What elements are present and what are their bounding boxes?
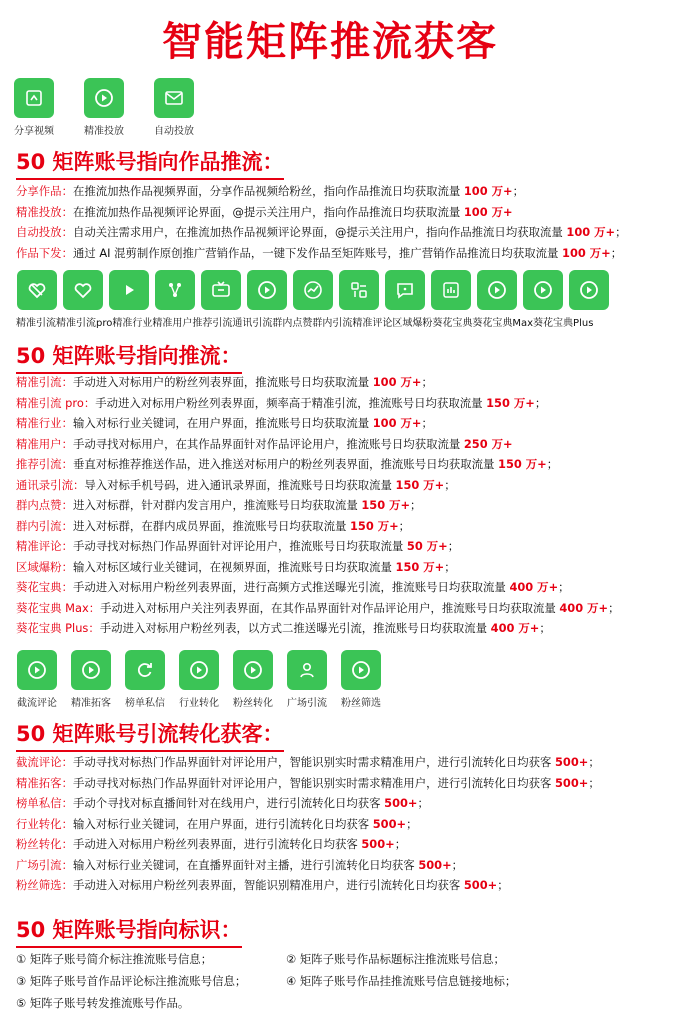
item-suffix: ； xyxy=(421,375,433,389)
account-push-item-12 xyxy=(16,598,692,619)
conversion-icon-label: 精准拓客 xyxy=(71,698,111,709)
section-title-works-push: 50 矩阵账号指向作品推流： xyxy=(16,146,284,180)
item-label: 群内点赞： xyxy=(16,498,73,512)
item-label: 粉丝转化： xyxy=(16,837,73,851)
feature-label-9: 精准评论 xyxy=(352,318,393,329)
item-label: 精准拓客： xyxy=(16,775,73,790)
item-value: 150 万+ xyxy=(361,498,411,512)
play-circle-icon xyxy=(523,270,563,310)
item-value: 400 万+ xyxy=(490,621,540,635)
feature-label-10: 区域爆粉 xyxy=(392,318,433,329)
item-text: 通过 AI 混剪制作原创推广营销作品，一键下发作品至矩阵账号，推广营销作品推流日均获取流量 xyxy=(72,245,563,260)
refresh-icon xyxy=(125,650,165,690)
account-push-item-1 xyxy=(16,372,692,393)
item-text: 导入对标手机号码，进入通讯录界面，推流账号日均获取流量 xyxy=(84,477,396,492)
item-text: 手动寻找对标用户，在其作品界面针对作品评论用户，推流账号日均获取流量 xyxy=(72,436,464,451)
section-title-markers: 50 矩阵账号指向标识： xyxy=(16,914,242,948)
works-push-item-3 xyxy=(16,222,692,243)
item-text: 输入对标区域行业关键词，在视频界面，推流账号日均获取流量 xyxy=(72,559,396,574)
item-text: 输入对标行业关键词，在直播界面针对主播，进行引流转化日均获客 xyxy=(72,857,419,872)
item-suffix: ； xyxy=(588,775,600,790)
item-label: 通讯录引流： xyxy=(16,477,85,492)
top-icon-label: 分享视频 xyxy=(14,126,54,137)
conversion-item-2 xyxy=(16,773,692,794)
item-value: 500+ xyxy=(555,775,589,790)
item-suffix: ； xyxy=(444,477,456,492)
conversion-icon-label: 广场引流 xyxy=(287,698,327,709)
section-works-push-list xyxy=(16,181,692,263)
item-text: 手动寻找对标热门作品界面针对评论用户，智能识别实时需求精准用户，进行引流转化日均获客 xyxy=(72,775,555,790)
conversion-icon-2[interactable] xyxy=(70,650,112,709)
item-value: 150 万+ xyxy=(486,395,535,410)
item-value: 500+ xyxy=(418,857,452,872)
account-push-item-11 xyxy=(16,577,692,598)
conversion-icon-4[interactable] xyxy=(178,650,220,709)
item-label: 行业转化： xyxy=(16,816,73,831)
item-text: 在推流加热作品视频评论界面，@提示关注用户，指向作品推流日均获取流量 xyxy=(72,204,464,219)
item-text: 手动进入对标用户粉丝列表界面，频率高于精准引流，推流账号日均获取流量 xyxy=(95,395,487,410)
item-suffix: ； xyxy=(447,539,460,553)
item-label: 榜单私信： xyxy=(16,796,73,810)
play-circle-icon xyxy=(17,650,57,690)
feature-icon-13[interactable] xyxy=(568,270,609,310)
item-suffix: ； xyxy=(608,600,620,615)
play-circle-icon xyxy=(341,650,381,690)
section-title-account-push: 50 矩阵账号指向推流： xyxy=(16,340,242,374)
item-suffix: ； xyxy=(451,857,464,872)
item-label: 葵花宝典 Max： xyxy=(16,600,101,615)
feature-icon-9[interactable] xyxy=(384,270,425,310)
feature-label-13: 葵花宝典Plus xyxy=(533,318,594,329)
works-push-item-2 xyxy=(16,202,692,223)
item-suffix: ； xyxy=(512,184,524,198)
marker-item: ③ 矩阵子账号首作品评论标注推流账号信息； xyxy=(16,974,247,988)
item-value: 150 万+ xyxy=(498,457,547,471)
item-value: 250 万+ xyxy=(463,436,513,451)
item-label: 精准评论： xyxy=(16,539,73,553)
item-suffix: ； xyxy=(417,796,429,810)
item-label: 群内引流： xyxy=(16,518,73,533)
item-label: 精准行业： xyxy=(16,416,73,430)
conversion-icon-label: 截流评论 xyxy=(17,698,57,709)
item-text: 手动进入对标用户粉丝列表界面，进行引流转化日均获客 xyxy=(72,837,362,851)
feature-label-5: 推荐引流 xyxy=(192,318,233,329)
conversion-item-4 xyxy=(16,814,692,835)
conversion-item-5 xyxy=(16,834,692,855)
feature-icon-1[interactable] xyxy=(16,270,57,310)
item-text: 垂直对标推荐推送作品，进入推送对标用户的粉丝列表界面，推流账号日均获取流量 xyxy=(72,457,499,471)
top-icon-label: 精准投放 xyxy=(84,126,124,137)
account-push-item-8 xyxy=(16,516,692,537)
item-text: 进入对标群，针对群内发言用户，推流账号日均获取流量 xyxy=(72,498,362,512)
item-text: 输入对标行业关键词，在用户界面，进行引流转化日均获客 xyxy=(72,816,373,831)
feature-icon-10[interactable] xyxy=(430,270,471,310)
item-value: 150 万+ xyxy=(349,518,399,533)
item-label: 分享作品： xyxy=(16,184,73,198)
top-icon-1[interactable] xyxy=(10,78,58,137)
item-suffix: ； xyxy=(546,457,559,471)
item-value: 50 万+ xyxy=(406,539,448,553)
item-suffix: ； xyxy=(588,755,600,769)
account-push-item-9 xyxy=(16,536,692,557)
item-suffix: ； xyxy=(410,498,422,512)
item-value: 500+ xyxy=(361,837,395,851)
item-value: 500+ xyxy=(372,816,407,831)
feature-icon-8[interactable] xyxy=(338,270,379,310)
works-push-item-1 xyxy=(16,181,692,202)
item-label: 截流评论： xyxy=(16,755,73,769)
conversion-icon-6[interactable] xyxy=(286,650,328,709)
item-suffix: ； xyxy=(534,395,547,410)
feature-label-6: 通讯引流 xyxy=(232,318,273,329)
play-icon xyxy=(109,270,149,310)
play-circle-icon xyxy=(179,650,219,690)
marker-row-3 xyxy=(16,992,556,1014)
item-value: 400 万+ xyxy=(559,600,609,615)
item-label: 广场引流： xyxy=(16,857,73,872)
account-push-item-3 xyxy=(16,413,692,434)
item-value: 100 万+ xyxy=(463,184,513,198)
item-value: 500+ xyxy=(555,755,589,769)
account-push-item-13 xyxy=(16,618,692,639)
item-value: 400 万+ xyxy=(509,580,559,594)
feature-label-1: 精准引流 xyxy=(16,318,56,329)
item-label: 葵花宝典 Plus： xyxy=(16,621,100,635)
conversion-icon-label: 粉丝筛选 xyxy=(341,698,381,709)
play-circle-icon xyxy=(569,270,609,310)
feature-label-11: 葵花宝典 xyxy=(432,318,473,329)
nodes-icon xyxy=(155,270,195,310)
play-circle-icon xyxy=(71,650,111,690)
top-icon-row xyxy=(10,78,198,137)
marker-item: ① 矩阵子账号简介标注推流账号信息； xyxy=(16,952,213,966)
grid-icon xyxy=(339,270,379,310)
top-icon-3[interactable] xyxy=(150,78,198,137)
feature-icon-11[interactable] xyxy=(476,270,517,310)
play-circle-icon xyxy=(247,270,287,310)
conversion-item-3 xyxy=(16,793,692,814)
tv-icon xyxy=(201,270,241,310)
item-text: 进入对标群，在群内成员界面，推流账号日均获取流量 xyxy=(72,518,350,533)
feature-icon-7[interactable] xyxy=(292,270,333,310)
share-video-icon xyxy=(14,78,54,118)
item-value: 100 万+ xyxy=(562,245,611,260)
item-label: 自动投放： xyxy=(16,225,73,239)
feature-label-2: 精准引流pro xyxy=(56,318,113,329)
item-label: 精准引流： xyxy=(16,375,73,389)
item-label: 葵花宝典： xyxy=(16,580,73,594)
item-text: 手动寻找对标热门作品界面针对评论用户，推流账号日均获取流量 xyxy=(72,539,407,553)
feature-icon-row xyxy=(16,270,609,329)
conversion-icon-label: 榜单私信 xyxy=(125,698,165,709)
section-conversion-list xyxy=(16,752,692,896)
item-suffix: ； xyxy=(444,559,456,574)
item-text: 手动进入对标用户关注列表界面，在其作品界面针对作品评论用户，推流账号日均获取流量 xyxy=(100,600,560,615)
item-suffix: ； xyxy=(398,518,411,533)
item-text: 手动进入对标用户粉丝列表界面，进行高频方式推送曝光引流，推流账号日均获取流量 xyxy=(72,580,510,594)
conversion-icon-3[interactable] xyxy=(124,650,166,709)
feature-label-8: 群内引流 xyxy=(312,318,353,329)
feature-label-7: 群内点赞 xyxy=(272,318,313,329)
item-label: 精准用户： xyxy=(16,436,73,451)
conversion-item-1 xyxy=(16,752,692,773)
user-icon xyxy=(287,650,327,690)
top-icon-2[interactable] xyxy=(80,78,128,137)
conversion-item-7 xyxy=(16,875,692,896)
item-label: 作品下发： xyxy=(16,245,73,260)
feature-label-3: 精准行业 xyxy=(112,318,153,329)
conversion-icon-label: 行业转化 xyxy=(179,698,219,709)
item-value: 500+ xyxy=(463,878,498,892)
item-suffix: ； xyxy=(558,580,570,594)
conversion-icon-1[interactable] xyxy=(16,650,58,709)
item-text: 手动进入对标用户的粉丝列表界面，推流账号日均获取流量 xyxy=(72,375,373,389)
account-push-item-10 xyxy=(16,557,692,578)
feature-label-12: 葵花宝典Max xyxy=(472,318,534,329)
account-push-item-2 xyxy=(16,393,692,414)
top-icon-label: 自动投放 xyxy=(154,126,194,137)
feature-icon-2[interactable] xyxy=(62,270,103,310)
page-title: 智能矩阵推流获客 xyxy=(162,19,498,65)
item-suffix: ； xyxy=(610,245,623,260)
marker-item: ④ 矩阵子账号作品挂推流账号信息链接地标； xyxy=(286,974,517,988)
item-text: 手动进入对标用户粉丝列表，以方式二推送曝光引流，推流账号日均获取流量 xyxy=(99,621,491,635)
chart-icon xyxy=(431,270,471,310)
section-title-conversion: 50 矩阵账号引流转化获客： xyxy=(16,718,284,752)
section-account-push-list xyxy=(16,372,692,639)
heart-link-icon xyxy=(17,270,57,310)
marker-item: ② 矩阵子账号作品标题标注推流账号信息； xyxy=(286,952,505,966)
item-label: 粉丝筛选： xyxy=(16,878,73,892)
play-circle-icon xyxy=(477,270,517,310)
item-suffix: ； xyxy=(497,878,509,892)
item-text: 自动关注需求用户，在推流加热作品视频评论界面，@提示关注用户，指向作品推流日均获取流量 xyxy=(72,225,567,239)
conversion-icon-5[interactable] xyxy=(232,650,274,709)
conversion-icon-label: 粉丝转化 xyxy=(233,698,273,709)
play-circle-icon xyxy=(233,650,273,690)
feature-icon-4[interactable] xyxy=(154,270,195,310)
account-push-item-7 xyxy=(16,495,692,516)
heart-icon xyxy=(63,270,103,310)
item-suffix: ； xyxy=(406,816,418,831)
play-circle-icon xyxy=(84,78,124,118)
mail-icon xyxy=(154,78,194,118)
feature-icon-12[interactable] xyxy=(522,270,563,310)
item-value: 150 万+ xyxy=(395,559,445,574)
item-value: 100 万+ xyxy=(566,225,616,239)
item-label: 推荐引流： xyxy=(16,457,73,471)
item-label: 精准投放： xyxy=(16,204,73,219)
feature-icon-6[interactable] xyxy=(246,270,287,310)
item-suffix: ； xyxy=(615,225,627,239)
conversion-icon-row xyxy=(16,650,382,709)
marker-row-2 xyxy=(16,970,556,992)
item-text: 输入对标行业关键词，在用户界面，推流账号日均获取流量 xyxy=(72,416,373,430)
item-text: 手动寻找对标热门作品界面针对评论用户，智能识别实时需求精准用户，进行引流转化日均获客 xyxy=(72,755,555,769)
account-push-item-6 xyxy=(16,475,692,496)
item-value: 150 万+ xyxy=(395,477,445,492)
item-suffix: ； xyxy=(394,837,407,851)
chat-icon xyxy=(385,270,425,310)
trend-icon xyxy=(293,270,333,310)
item-suffix: ； xyxy=(421,416,433,430)
account-push-item-4 xyxy=(16,434,692,455)
section-markers-list xyxy=(16,948,556,1014)
item-value: 100 万+ xyxy=(372,375,422,389)
item-label: 精准引流 pro： xyxy=(16,395,96,410)
conversion-item-6 xyxy=(16,855,692,876)
item-text: 在推流加热作品视频界面，分享作品视频给粉丝，指向作品推流日均获取流量 xyxy=(72,184,464,198)
item-suffix: ； xyxy=(539,621,551,635)
item-text: 手动个寻找对标直播间针对在线用户，进行引流转化日均获客 xyxy=(72,796,385,810)
item-value: 500+ xyxy=(384,796,418,810)
feature-icon-5[interactable] xyxy=(200,270,241,310)
item-text: 手动进入对标用户粉丝列表界面，智能识别精准用户，进行引流转化日均获客 xyxy=(72,878,464,892)
feature-label-strip xyxy=(16,314,593,329)
marker-row-1 xyxy=(16,948,556,970)
item-value: 100 万+ xyxy=(463,204,513,219)
account-push-item-5 xyxy=(16,454,692,475)
feature-icon-3[interactable] xyxy=(108,270,149,310)
marker-item: ⑤ 矩阵子账号转发推流账号作品。 xyxy=(16,996,190,1010)
item-label: 区域爆粉： xyxy=(16,559,73,574)
item-value: 100 万+ xyxy=(372,416,422,430)
works-push-item-4 xyxy=(16,243,692,264)
conversion-icon-7[interactable] xyxy=(340,650,382,709)
feature-label-4: 精准用户 xyxy=(152,318,193,329)
